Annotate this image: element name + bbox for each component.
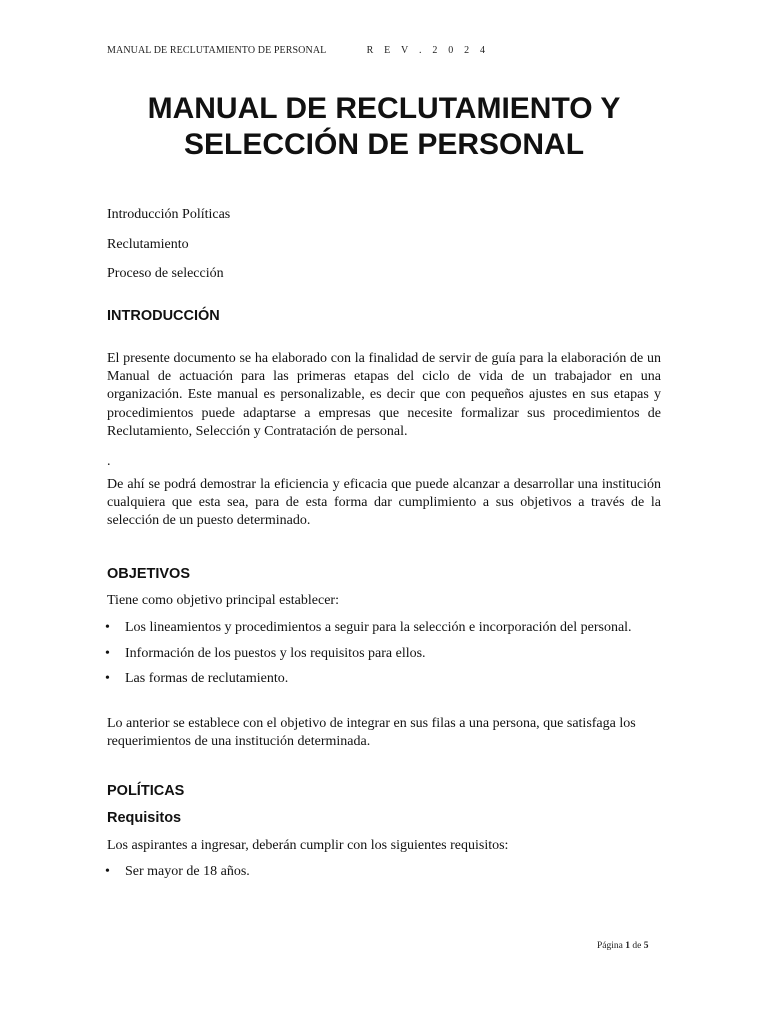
list-item — [107, 645, 661, 663]
introduccion-paragraph-1: El presente documento se ha elaborado con la finalidad de servir de guía para la elaboración de un Manual de actuación para las primeras etapas del ciclo de vida de un trabajador en una organización. Este manual es personalizable, es decir que con pequeños ajustes en sus etapas y procedimientos puede adaptarse a empresas que necesite formalizar sus procedimientos de Reclutamiento, Selección y Contratación de personal. — [107, 351, 661, 439]
page-footer — [597, 941, 648, 951]
requisitos-list — [107, 863, 661, 889]
header-revision: R E V . 2 0 2 4 — [366, 45, 490, 56]
objetivos-intro: Tiene como objetivo principal establecer: — [107, 593, 339, 608]
objetivos-heading: OBJETIVOS — [107, 566, 190, 582]
list-item — [107, 619, 661, 637]
paragraph-separator: . — [107, 454, 111, 469]
toc-item: Reclutamiento — [107, 236, 189, 252]
page-number: 1 — [625, 941, 630, 951]
of-label: de — [632, 941, 642, 951]
objetivos-closing: Lo anterior se establece con el objetivo de integrar en sus filas a una persona, que satisfaga los requerimientos de una institución determinada. — [107, 716, 636, 750]
list-item-text: Los lineamientos y procedimientos a seguir para la selección e incorporación del personal. — [125, 620, 632, 635]
requisitos-subheading: Requisitos — [107, 810, 182, 826]
list-item-text: Ser mayor de 18 años. — [125, 864, 250, 879]
bullet-icon: • — [105, 864, 110, 879]
document-title — [0, 91, 768, 163]
page-header — [107, 45, 489, 56]
politicas-heading: POLÍTICAS — [107, 783, 185, 799]
toc-item: Proceso de selección — [107, 266, 224, 281]
list-item-text: Información de los puestos y los requisitos para ellos. — [125, 645, 426, 661]
bullet-icon: • — [105, 620, 110, 635]
document-title-line-2: SELECCIÓN DE PERSONAL — [183, 128, 585, 161]
toc-item: Introducción Políticas — [107, 207, 231, 222]
page-label: Página — [597, 941, 623, 951]
table-of-contents — [107, 206, 230, 295]
header-title: MANUAL DE RECLUTAMIENTO DE PERSONAL — [107, 45, 326, 56]
document-title-line-1: MANUAL DE RECLUTAMIENTO Y — [147, 92, 621, 125]
politicas-intro: Los aspirantes a ingresar, deberán cumplir con los siguientes requisitos: — [107, 838, 509, 853]
introduccion-heading: INTRODUCCIÓN — [107, 308, 220, 324]
objetivos-list — [107, 619, 661, 696]
bullet-icon: • — [105, 645, 110, 661]
list-item — [107, 863, 661, 881]
list-item — [107, 670, 661, 688]
list-item-text: Las formas de reclutamiento. — [125, 671, 289, 686]
bullet-icon: • — [105, 671, 110, 686]
introduccion-paragraph-2: De ahí se podrá demostrar la eficiencia y eficacia que puede alcanzar a desarrollar una institución cualquiera que esta sea, para de esta forma dar cumplimiento a sus objetivos a través de la selección de un puesto determinado. — [107, 477, 661, 529]
total-pages: 5 — [643, 941, 649, 951]
